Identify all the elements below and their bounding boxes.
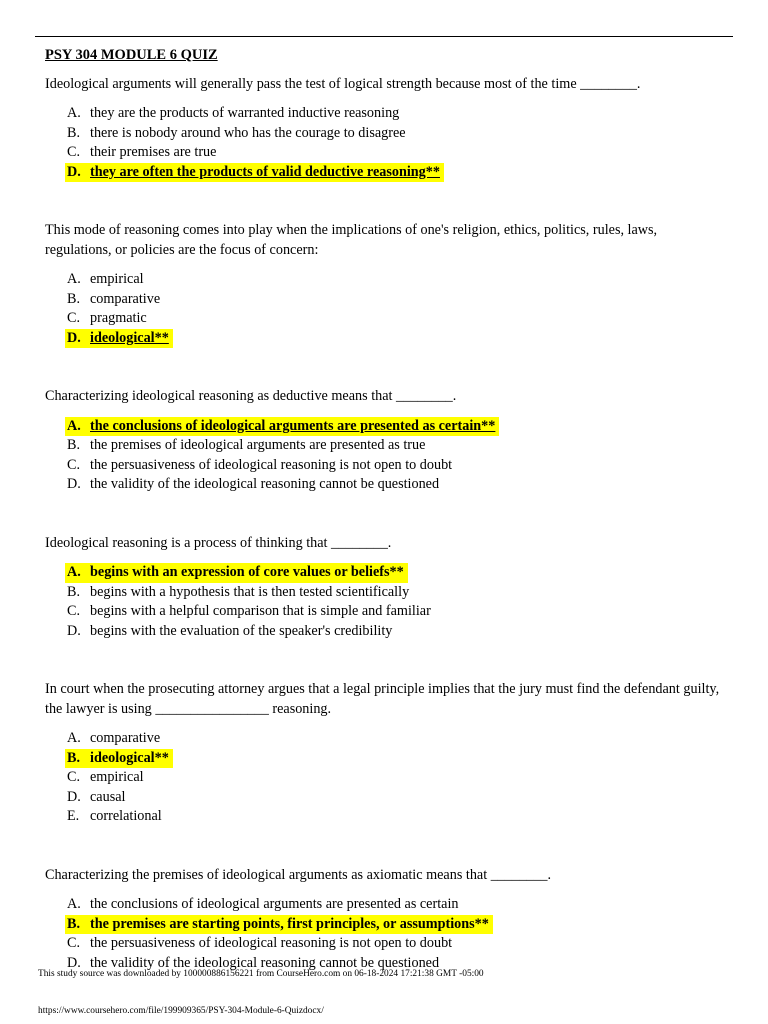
option-letter: C. <box>67 310 81 326</box>
option-b-correct <box>67 749 725 769</box>
question-3 <box>45 387 725 495</box>
option-text: the persuasiveness of ideological reasoning is not open to doubt <box>90 935 453 951</box>
option-e <box>67 807 725 827</box>
option-b-correct <box>67 915 725 935</box>
question-prompt: In court when the prosecuting attorney argues that a legal principle implies that the jury must find the defendant guilty, the lawyer is using ________________ reasoning. <box>45 681 720 717</box>
question-6 <box>45 866 725 974</box>
option-text: there is nobody around who has the courage to disagree <box>90 124 406 141</box>
question-prompt: Ideological reasoning is a process of thinking that ________. <box>45 534 392 551</box>
option-letter: A. <box>67 730 81 746</box>
option-text: comparative <box>90 730 161 746</box>
option-letter: D. <box>67 163 81 180</box>
option-letter: B. <box>67 749 81 766</box>
option-text: begins with the evaluation of the speaker's credibility <box>90 622 393 639</box>
option-c <box>67 602 725 622</box>
option-letter: A. <box>67 105 81 121</box>
option-text: the validity of the ideological reasoning cannot be questioned <box>90 476 440 492</box>
option-text: ideological** <box>90 749 169 766</box>
option-text: they are often the products of valid deductive reasoning** <box>90 163 440 180</box>
option-c <box>67 309 725 329</box>
option-d <box>67 788 725 808</box>
option-b <box>67 583 725 603</box>
option-letter: D. <box>67 954 81 971</box>
option-text: empirical <box>90 271 144 287</box>
top-divider <box>35 36 733 37</box>
option-d <box>67 475 725 495</box>
document-body <box>45 46 725 1012</box>
option-letter: D. <box>67 476 81 492</box>
option-c <box>67 456 725 476</box>
option-letter: D. <box>67 788 81 805</box>
option-letter: B. <box>67 290 81 307</box>
question-prompt: Characterizing the premises of ideological arguments as axiomatic means that ________. <box>45 866 552 883</box>
option-c <box>67 143 725 163</box>
page-title: PSY 304 MODULE 6 QUIZ <box>45 47 218 63</box>
option-letter: C. <box>67 144 81 160</box>
option-d <box>67 622 725 642</box>
answer-highlight <box>65 563 408 583</box>
option-a <box>67 104 725 124</box>
option-a <box>67 729 725 749</box>
option-a <box>67 895 725 915</box>
option-letter: B. <box>67 915 81 932</box>
option-c <box>67 934 725 954</box>
option-text: the validity of the ideological reasoning cannot be questioned <box>90 954 440 971</box>
option-text: correlational <box>90 808 162 824</box>
option-letter: A. <box>67 417 81 434</box>
option-a <box>67 270 725 290</box>
option-text: the premises of ideological arguments are presented as true <box>90 437 426 453</box>
answer-highlight <box>65 749 173 769</box>
options-list <box>45 563 725 641</box>
option-letter: D. <box>67 622 81 639</box>
option-letter: C. <box>67 769 81 785</box>
option-text: begins with an expression of core values or beliefs** <box>90 564 404 580</box>
option-a-correct <box>67 417 725 437</box>
option-a-correct <box>67 563 725 583</box>
option-b <box>67 124 725 144</box>
option-letter: C. <box>67 935 81 951</box>
options-list <box>45 417 725 495</box>
options-list <box>45 270 725 348</box>
option-letter: B. <box>67 583 81 600</box>
answer-highlight <box>65 417 499 437</box>
option-text: comparative <box>90 290 161 307</box>
option-letter: C. <box>67 456 81 473</box>
option-letter: A. <box>67 896 81 912</box>
option-b <box>67 290 725 310</box>
option-letter: A. <box>67 564 81 580</box>
question-prompt: This mode of reasoning comes into play when the implications of one's religion, ethics, politics, rules, laws, regulations, or policies are the focus of concern: <box>45 222 658 258</box>
options-list <box>45 895 725 973</box>
option-letter: B. <box>67 437 81 453</box>
option-text: ideological** <box>90 329 169 346</box>
option-d-correct <box>67 329 725 349</box>
option-d-correct <box>67 163 725 183</box>
answer-highlight <box>65 915 493 935</box>
option-letter: E. <box>67 808 80 824</box>
option-text: they are the products of warranted inductive reasoning <box>90 105 400 121</box>
option-c <box>67 768 725 788</box>
question-5 <box>45 680 725 827</box>
source-url-link[interactable]: https://www.coursehero.com/file/199909365/PSY-304-Module-6-Quizdocx/ <box>38 1006 324 1016</box>
question-prompt: Characterizing ideological reasoning as deductive means that ________. <box>45 388 457 404</box>
option-b <box>67 436 725 456</box>
question-4 <box>45 534 725 642</box>
option-text: empirical <box>90 769 144 785</box>
option-letter: B. <box>67 124 81 141</box>
option-text: begins with a helpful comparison that is simple and familiar <box>90 603 431 619</box>
options-list <box>45 104 725 182</box>
answer-highlight <box>65 329 173 349</box>
option-text: the premises are starting points, first principles, or assumptions** <box>90 915 489 932</box>
question-1 <box>45 75 725 183</box>
option-text: the persuasiveness of ideological reasoning is not open to doubt <box>90 456 453 473</box>
option-text: pragmatic <box>90 310 147 326</box>
option-text: their premises are true <box>90 144 217 160</box>
option-text: begins with a hypothesis that is then tested scientifically <box>90 583 410 600</box>
option-text: the conclusions of ideological arguments are presented as certain** <box>90 417 496 434</box>
option-text: causal <box>90 788 126 805</box>
option-text: the conclusions of ideological arguments are presented as certain <box>90 896 459 912</box>
question-2 <box>45 221 725 348</box>
option-letter: A. <box>67 271 81 287</box>
option-letter: D. <box>67 329 81 346</box>
answer-highlight <box>65 163 444 183</box>
question-prompt: Ideological arguments will generally pass the test of logical strength because most of the time ________. <box>45 75 641 92</box>
option-letter: C. <box>67 603 81 619</box>
options-list <box>45 729 725 827</box>
download-notice: This study source was downloaded by 100000886156221 from CourseHero.com on 06-18-2024 17:21:38 GMT -05:00 <box>38 969 484 979</box>
